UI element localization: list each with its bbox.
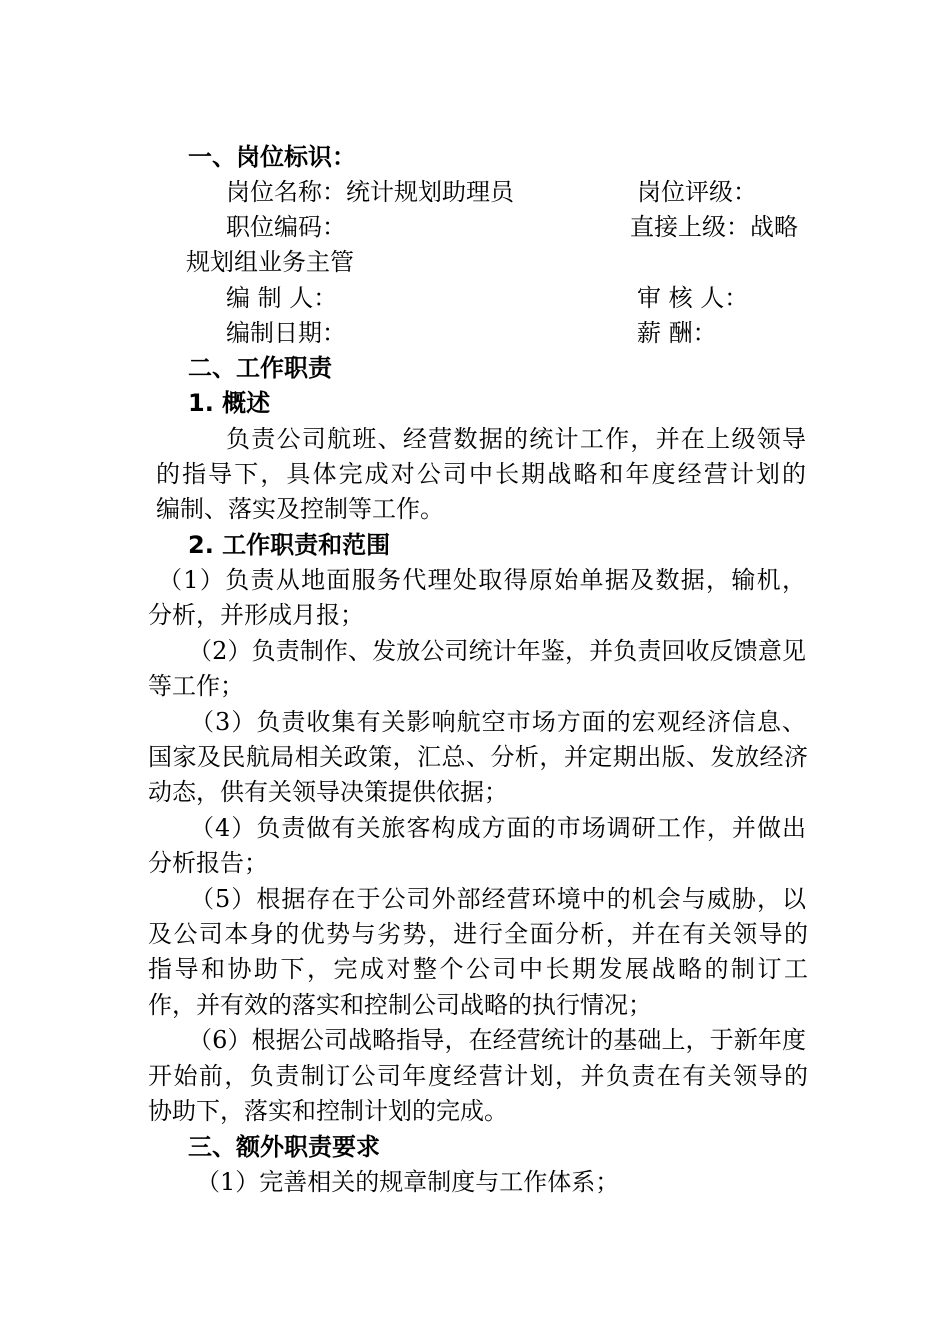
item2-line: （2）负责制作、发放公司统计年鉴，并负责回收反馈意见	[188, 637, 806, 665]
item6-line: 协助下，落实和控制计划的完成。	[148, 1097, 508, 1125]
salary: 薪 酬：	[637, 319, 717, 347]
direct-superior-cont: 规划组业务主管	[186, 248, 354, 276]
compiler: 编 制 人：	[226, 284, 338, 312]
item5-line: （5）根据存在于公司外部经营环境中的机会与威胁，以	[190, 885, 806, 913]
item5-line: 指导和协助下，完成对整个公司中长期发展战略的制订工	[148, 955, 808, 983]
overview-line: 负责公司航班、经营数据的统计工作，并在上级领导	[226, 425, 806, 453]
item1-line: （1）负责从地面服务代理处取得原始单据及数据，输机，	[158, 566, 806, 594]
item6-line: （6）根据公司战略指导，在经营统计的基础上，于新年度	[188, 1026, 806, 1054]
reviewer: 审 核 人：	[637, 284, 749, 312]
responsibilities-heading: 2. 工作职责和范围	[188, 531, 391, 559]
direct-superior: 直接上级：战略	[630, 213, 798, 241]
extra-item1: （1）完善相关的规章制度与工作体系；	[196, 1168, 620, 1196]
compile-date: 编制日期：	[226, 319, 346, 347]
item5-line: 作，并有效的落实和控制公司战略的执行情况；	[148, 991, 652, 1019]
item6-line: 开始前，负责制订公司年度经营计划，并负责在有关领导的	[148, 1062, 808, 1090]
item2-line: 等工作；	[148, 672, 244, 700]
item3-line: 动态，供有关领导决策提供依据；	[148, 778, 508, 806]
overview-heading: 1. 概述	[188, 389, 271, 417]
item1-line: 分析，并形成月报；	[148, 601, 364, 629]
item5-line: 及公司本身的优势与劣势，进行全面分析，并在有关领导的	[148, 920, 808, 948]
position-grade: 岗位评级：	[637, 178, 757, 206]
section1-heading: 一、岗位标识：	[188, 143, 356, 171]
item3-line: （3）负责收集有关影响航空市场方面的宏观经济信息、	[190, 708, 806, 736]
position-name: 岗位名称：统计规划助理员	[226, 178, 514, 206]
overview-line: 编制、落实及控制等工作。	[156, 495, 444, 523]
item3-line: 国家及民航局相关政策，汇总、分析，并定期出版、发放经济	[148, 743, 808, 771]
section2-heading: 二、工作职责	[188, 354, 332, 382]
item4-line: 分析报告；	[148, 849, 268, 877]
position-code: 职位编码：	[226, 213, 346, 241]
item4-line: （4）负责做有关旅客构成方面的市场调研工作，并做出	[190, 814, 806, 842]
overview-line: 的指导下，具体完成对公司中长期战略和年度经营计划的	[156, 460, 806, 488]
section3-heading: 三、额外职责要求	[188, 1133, 380, 1161]
